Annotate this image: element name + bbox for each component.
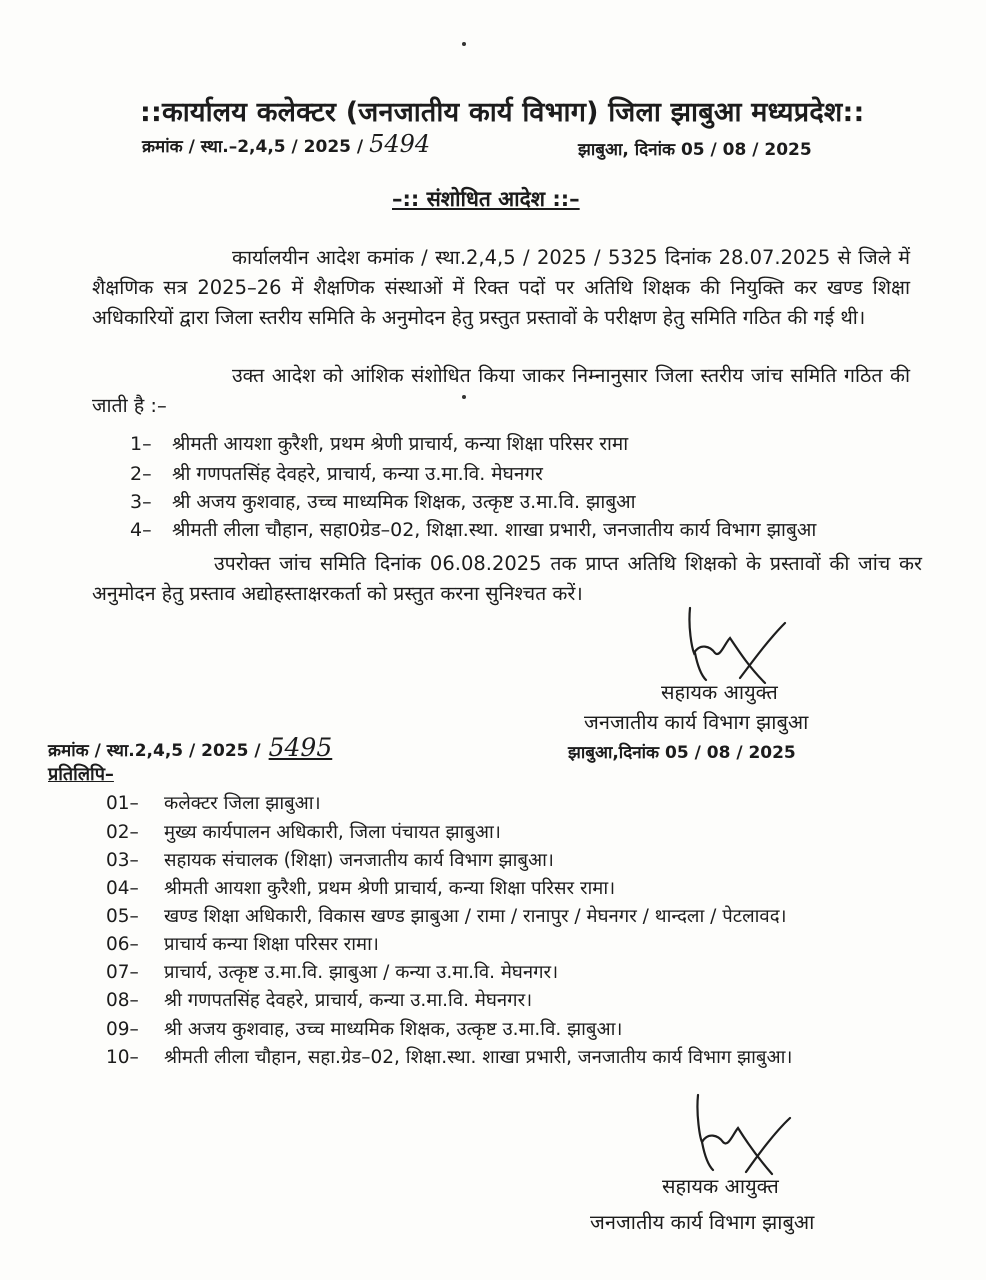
copy-text: प्राचार्य कन्या शिक्षा परिसर रामा। [164, 934, 379, 955]
committee-member-item [130, 516, 816, 542]
committee-member-item [130, 460, 543, 486]
copy-number: 06– [106, 934, 139, 955]
copy-recipient-item [106, 819, 501, 844]
copy-reference-number: क्रमांक / स्था.2,4,5 / 2025 / [48, 741, 261, 761]
member-text: श्री अजय कुशवाह, उच्च माध्यमिक शिक्षक, उत्कृष्ट उ.मा.वि. झाबुआ [172, 491, 636, 513]
handwritten-dispatch-number: 5494 [369, 130, 431, 158]
order-reference-number: क्रमांक / स्था.–2,4,5 / 2025 / [142, 137, 364, 157]
copy-number: 09– [106, 1019, 139, 1040]
committee-member-item [130, 488, 636, 514]
copy-text: मुख्य कार्यपालन अधिकारी, जिला पंचायत झाबुआ। [164, 822, 501, 843]
copy-text: श्री गणपतसिंह देवहरे, प्राचार्य, कन्या उ.मा.वि. मेघनगर। [164, 990, 533, 1011]
copy-number: 03– [106, 850, 139, 871]
copy-text: श्री अजय कुशवाह, उच्च माध्यमिक शिक्षक, उत्कृष्ट उ.मा.वि. झाबुआ। [164, 1019, 623, 1040]
order-place-date: झाबुआ, दिनांक 05 / 08 / 2025 [578, 140, 812, 160]
order-reference [142, 130, 430, 158]
copy-text: कलेक्टर जिला झाबुआ। [164, 793, 321, 814]
member-text: श्री गणपतसिंह देवहरे, प्राचार्य, कन्या उ.मा.वि. मेघनगर [172, 463, 543, 485]
copy-recipient-item [106, 1044, 792, 1069]
committee-member-item [130, 430, 628, 456]
copy-to-label: प्रतिलिपि– [48, 764, 114, 785]
member-text: श्रीमती लीला चौहान, सहा0ग्रेड–02, शिक्षा.स्था. शाखा प्रभारी, जनजातीय कार्य विभाग झाबुआ [172, 519, 817, 541]
copy-number: 08– [106, 990, 139, 1011]
handwritten-dispatch-number: 5495 [268, 733, 333, 762]
member-number: 1– [130, 433, 152, 455]
signatory-designation: सहायक आयुक्त [662, 1174, 779, 1198]
copy-recipient-item [106, 1016, 622, 1041]
copy-text: सहायक संचालक (शिक्षा) जनजातीय कार्य विभाग झाबुआ। [164, 850, 554, 871]
speck-mark [462, 42, 466, 46]
order-paragraph-3: उपरोक्त जांच समिति दिनांक 06.08.2025 तक प्राप्त अतिथि शिक्षको के प्रस्तावों की जांच कर अनुमोदन हेतु प्रस्ताव अद्योहस्ताक्षरकर्ता को प्रस्तुत करना सुनिश्चत करें। [92, 552, 922, 605]
signatory-department: जनजातीय कार्य विभाग झाबुआ [590, 1210, 815, 1234]
copy-number: 07– [106, 962, 139, 983]
copy-number: 02– [106, 822, 139, 843]
copy-recipient-item [106, 931, 379, 956]
member-number: 2– [130, 463, 152, 485]
copy-recipient-item [106, 959, 558, 984]
copy-recipient-item [106, 903, 787, 928]
office-header-title: ::कार्यालय कलेक्टर (जनजातीय कार्य विभाग) जिला झाबुआ मध्यप्रदेश:: [140, 97, 865, 128]
copy-recipient-item [106, 875, 615, 900]
order-paragraph-1: कार्यालयीन आदेश कमांक / स्था.2,4,5 / 2025 / 5325 दिनांक 28.07.2025 से जिले में शैक्षणिक सत्र 2025–26 में शैक्षणिक संस्थाओं में रिक्त पदों पर अतिथि शिक्षक की नियुक्ति कर खण्ड शिक्षा अधिकारियों द्वारा जिला स्तरीय समिति के अनुमोदन हेतु प्रस्तुत प्रस्तावों के परीक्षण हेतु समिति गठित की गई थी। [92, 246, 910, 329]
copy-number: 10– [106, 1047, 139, 1068]
signatory-designation: सहायक आयुक्त [661, 680, 778, 704]
copy-text: श्रीमती आयशा कुरैशी, प्रथम श्रेणी प्राचार्य, कन्या शिक्षा परिसर रामा। [164, 878, 616, 899]
order-paragraph-2: उक्त आदेश को आंशिक संशोधित किया जाकर निम्नानुसार जिला स्तरीय जांच समिति गठित की जाती है :– [92, 364, 910, 417]
copy-recipient-item [106, 987, 532, 1012]
signatory-department: जनजातीय कार्य विभाग झाबुआ [584, 710, 809, 734]
member-text: श्रीमती आयशा कुरैशी, प्रथम श्रेणी प्राचार्य, कन्या शिक्षा परिसर रामा [172, 433, 629, 455]
copy-place-date: झाबुआ,दिनांक 05 / 08 / 2025 [568, 743, 796, 763]
copy-reference [48, 733, 332, 762]
copy-text: खण्ड शिक्षा अधिकारी, विकास खण्ड झाबुआ / रामा / रानापुर / मेघनगर / थान्दला / पेटलावद। [164, 906, 787, 927]
copy-recipient-item [106, 790, 321, 815]
copy-recipient-item [106, 847, 554, 872]
copy-number: 04– [106, 878, 139, 899]
copy-number: 01– [106, 793, 139, 814]
copy-text: प्राचार्य, उत्कृष्ट उ.मा.वि. झाबुआ / कन्या उ.मा.वि. मेघनगर। [164, 962, 559, 983]
copy-text: श्रीमती लीला चौहान, सहा.ग्रेड–02, शिक्षा.स्था. शाखा प्रभारी, जनजातीय कार्य विभाग झाबुआ। [164, 1047, 793, 1068]
copy-number: 05– [106, 906, 139, 927]
member-number: 4– [130, 519, 152, 541]
order-subject-heading: –:: संशोधित आदेश ::– [392, 187, 580, 211]
member-number: 3– [130, 491, 152, 513]
